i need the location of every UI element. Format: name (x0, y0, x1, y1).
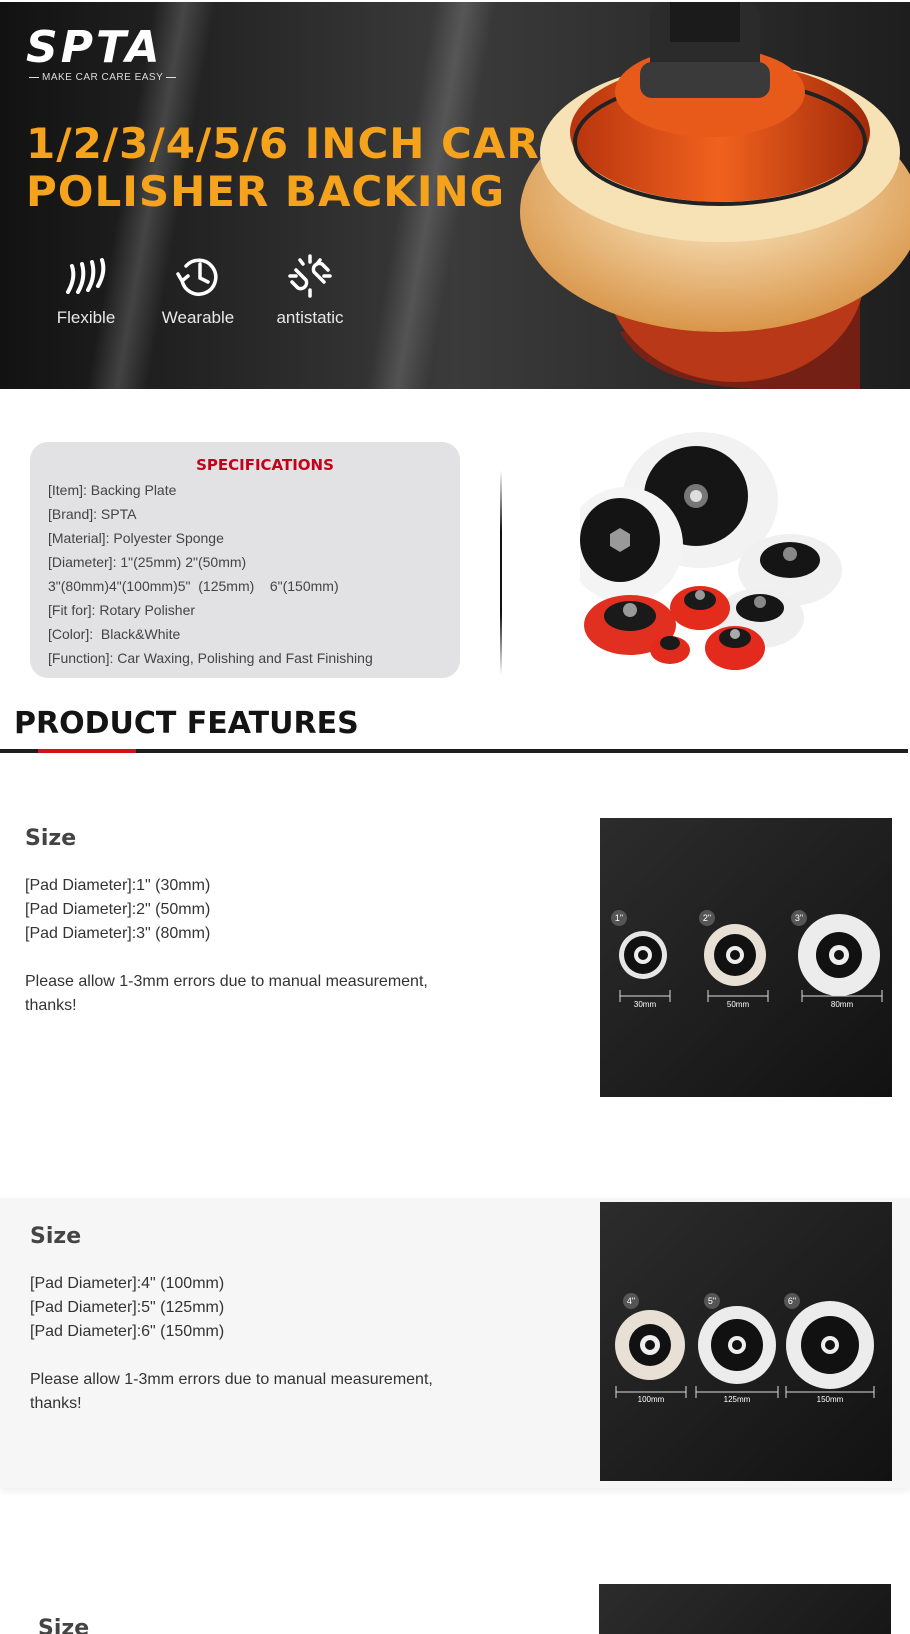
vertical-divider (500, 470, 502, 675)
section-rule (0, 749, 908, 753)
specifications-card (30, 442, 460, 678)
flexible-icon (62, 252, 110, 300)
logo-wordmark: SPTA (26, 22, 163, 73)
size-line: [Pad Diameter]:1" (30mm) (25, 877, 211, 894)
size-section-1 (0, 770, 910, 1170)
size-note: Please allow 1-3mm errors due to manual measurement, thanks! (30, 1371, 433, 1412)
size-details (25, 874, 445, 1018)
photo-size-num: 2" (702, 913, 712, 923)
feature-label: Flexible (56, 308, 116, 327)
hero-banner (0, 2, 910, 389)
size-title: Size (38, 1616, 90, 1634)
size-line: [Pad Diameter]:2" (50mm) (25, 901, 211, 918)
spec-line: [Fit for]: Rotary Polisher (48, 602, 196, 618)
spec-line: [Diameter]: 1"(25mm) 2"(50mm) (48, 554, 247, 570)
spec-line: [Color]: Black&White (48, 626, 181, 642)
product-features-title: PRODUCT FEATURES (14, 706, 359, 741)
size-title: Size (30, 1224, 82, 1249)
size-line: [Pad Diameter]:3" (80mm) (25, 925, 211, 942)
specifications-title: SPECIFICATIONS (196, 456, 334, 474)
wearable-icon (174, 252, 222, 300)
feature-label: antistatic (276, 308, 344, 327)
photo-size-mm: 125mm (723, 1395, 751, 1404)
photo-size-mm: 80mm (830, 1000, 854, 1009)
photo-size-num: 6" (787, 1296, 797, 1306)
hero-title-line1: 1/2/3/4/5/6 INCH CAR (26, 119, 540, 168)
size-line: [Pad Diameter]:4" (100mm) (30, 1275, 225, 1292)
size-note: Please allow 1-3mm errors due to manual measurement, thanks! (25, 973, 428, 1014)
size-photo-3 (599, 1584, 891, 1634)
antistatic-icon (286, 252, 334, 300)
feature-label: Wearable (161, 308, 235, 327)
size-details (30, 1272, 450, 1416)
size-photo-1 (600, 818, 892, 1097)
size-section-2 (0, 1198, 910, 1488)
photo-size-num: 3" (794, 913, 804, 923)
size-line: [Pad Diameter]:5" (125mm) (30, 1299, 225, 1316)
hero-title-line2: POLISHER BACKING (26, 167, 506, 216)
spta-logo (26, 22, 179, 83)
photo-size-mm: 50mm (726, 1000, 750, 1009)
spec-line: [Item]: Backing Plate (48, 482, 177, 498)
size-title: Size (25, 826, 77, 851)
size-section-3 (0, 1560, 910, 1634)
section-rule-accent (38, 749, 136, 753)
backing-pads-photo (580, 430, 860, 680)
size-photo-2 (600, 1202, 892, 1481)
feature-list (30, 252, 366, 328)
logo-tagline: MAKE CAR CARE EASY (26, 72, 179, 83)
spec-line: 3"(80mm)4"(100mm)5" (125mm) 6"(150mm) (48, 578, 339, 594)
feature-wearable (142, 252, 254, 328)
feature-flexible (30, 252, 142, 328)
photo-size-mm: 30mm (633, 1000, 657, 1009)
spec-line: [Brand]: SPTA (48, 506, 137, 522)
photo-size-mm: 150mm (816, 1395, 844, 1404)
photo-size-num: 5" (707, 1296, 717, 1306)
photo-size-num: 4" (626, 1296, 636, 1306)
feature-antistatic (254, 252, 366, 328)
photo-size-num: 1" (614, 913, 624, 923)
spec-line: [Function]: Car Waxing, Polishing and Fast Finishing (48, 650, 373, 666)
size-line: [Pad Diameter]:6" (150mm) (30, 1323, 225, 1340)
photo-size-mm: 100mm (637, 1395, 665, 1404)
hero-title (26, 120, 586, 216)
spec-line: [Material]: Polyester Sponge (48, 530, 224, 546)
